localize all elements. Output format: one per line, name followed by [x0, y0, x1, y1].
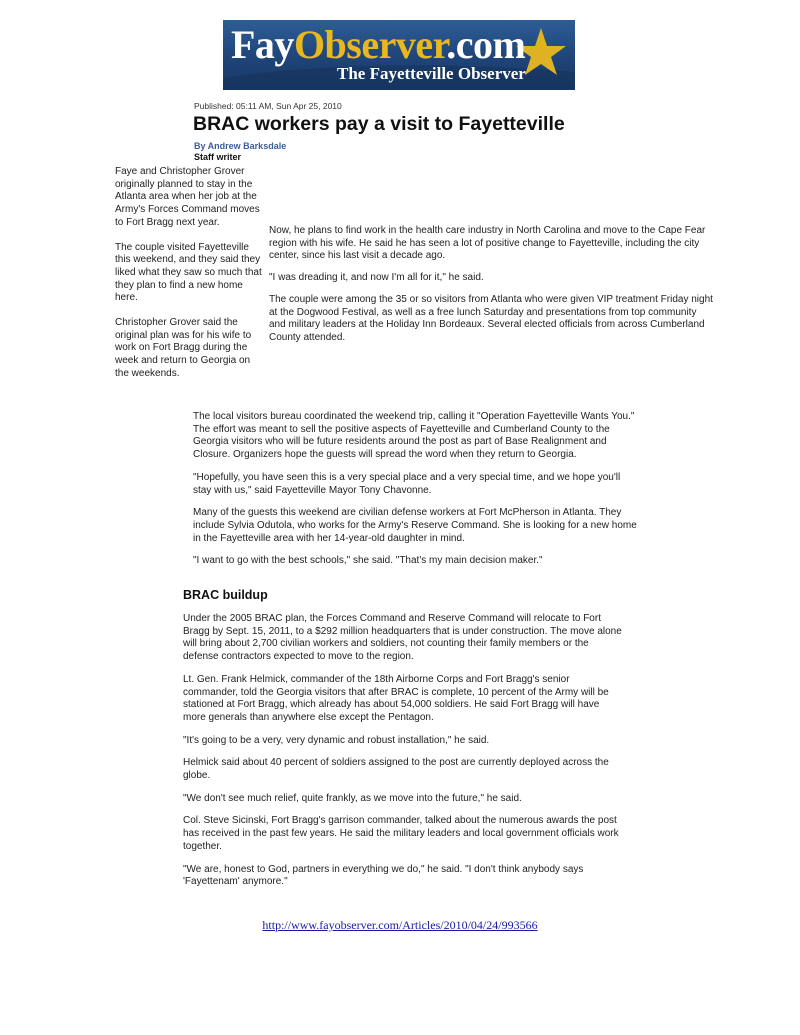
paragraph: "We don't see much relief, quite frankly, as we move into the future," he said.: [183, 792, 522, 804]
paragraph: The couple were among the 35 or so visitors from Atlanta who were given VIP treatment Friday night at the Dogwood Festival, as well as a free lunch Saturday and presentations from top community and military leaders at the Holiday Inn Bordeaux. Several elected officials from across Cumberland County attended.: [269, 293, 713, 343]
paragraph: "I was dreading it, and now I'm all for it," he said.: [269, 272, 484, 284]
paragraph: "Hopefully, you have seen this is a very special place and a very special time, and we hope you'll stay with us," said Fayetteville Mayor Tony Chavonne.: [193, 471, 621, 496]
logo-middle: Observer: [293, 22, 447, 67]
author-role: Staff writer: [194, 152, 242, 162]
author-byline[interactable]: By Andrew Barksdale: [194, 141, 287, 151]
source-url-link[interactable]: http://www.fayobserver.com/Articles/2010/04/24/993566: [262, 918, 538, 932]
paragraph: The couple visited Fayetteville this weekend, and they said they liked what they saw so much that they plan to find a new home here.: [115, 241, 262, 304]
buildup-section: [183, 613, 623, 899]
masthead-logo[interactable]: [223, 20, 575, 90]
paragraph: Faye and Christopher Grover originally planned to stay in the Atlanta area when her job at the Army's Forces Command moves to Fort Bragg next year.: [115, 166, 260, 228]
paragraph: "I want to go with the best schools," she said. "That's my main decision maker.": [193, 555, 543, 567]
paragraph: The local visitors bureau coordinated the weekend trip, calling it "Operation Fayetteville Wants You." The effort was meant to sell the positive aspects of Fayetteville and Cumberland County to the Georgia visitors who will be future residents around the post as part of Base Realignment and Closure. Organizers hope the guests will spread the word when they return to Georgia.: [193, 411, 635, 461]
paragraph: Under the 2005 BRAC plan, the Forces Command and Reserve Command will relocate to Fort Bragg by Sept. 15, 2011, to a $292 million headquarters that is under construction. The move alone will bring about 2,700 civilian workers and soldiers, not counting their family members or the defense contractors expected to move to the region.: [183, 613, 622, 663]
logo-suffix: .com: [446, 22, 526, 67]
section-heading: BRAC buildup: [183, 588, 268, 602]
paragraph: Christopher Grover said the original plan was for his wife to work on Fort Bragg during the week and return to Georgia on the weekends.: [115, 317, 252, 379]
sidebar-column: [115, 166, 263, 393]
paragraph: "We are, honest to God, partners in everything we do," he said. "I don't think anybody says 'Fayettenam' anymore.": [183, 863, 584, 888]
logo-wordmark: [231, 23, 525, 67]
paragraph: Col. Steve Sicinski, Fort Bragg's garrison commander, talked about the numerous awards the post has received in the past few years. He said the military leaders and local government officials work together.: [183, 815, 619, 852]
logo-tagline: The Fayetteville Observer: [337, 64, 526, 83]
paragraph: Lt. Gen. Frank Helmick, commander of the 18th Airborne Corps and Fort Bragg's senior commander, told the Georgia visitors that after BRAC is complete, 10 percent of the Army will be stationed at Fort Bragg, which already has about 54,000 soldiers. He said Fort Bragg will have more generals than anywhere else except the Pentagon.: [183, 673, 609, 723]
paragraph: Now, he plans to find work in the health care industry in North Carolina and move to the Cape Fear region with his wife. He said he has seen a lot of positive change to Fayetteville, including the city center, since his last visit a decade ago.: [269, 225, 706, 262]
right-column: [269, 225, 714, 354]
article-title: BRAC workers pay a visit to Fayetteville: [193, 113, 565, 135]
paragraph: Many of the guests this weekend are civilian defense workers at Fort McPherson in Atlanta. They include Sylvia Odutola, who works for the Army's Reserve Command. She is looking for a new home in the Fayetteville area with her 14-year-old daughter in mind.: [193, 507, 637, 544]
paragraph: "It's going to be a very, very dynamic and robust installation," he said.: [183, 734, 490, 746]
logo-prefix: Fay: [231, 22, 294, 67]
main-body: [193, 411, 640, 578]
published-date: Published: 05:11 AM, Sun Apr 25, 2010: [194, 101, 342, 111]
paragraph: Helmick said about 40 percent of soldiers assigned to the post are currently deployed across the globe.: [183, 757, 609, 782]
